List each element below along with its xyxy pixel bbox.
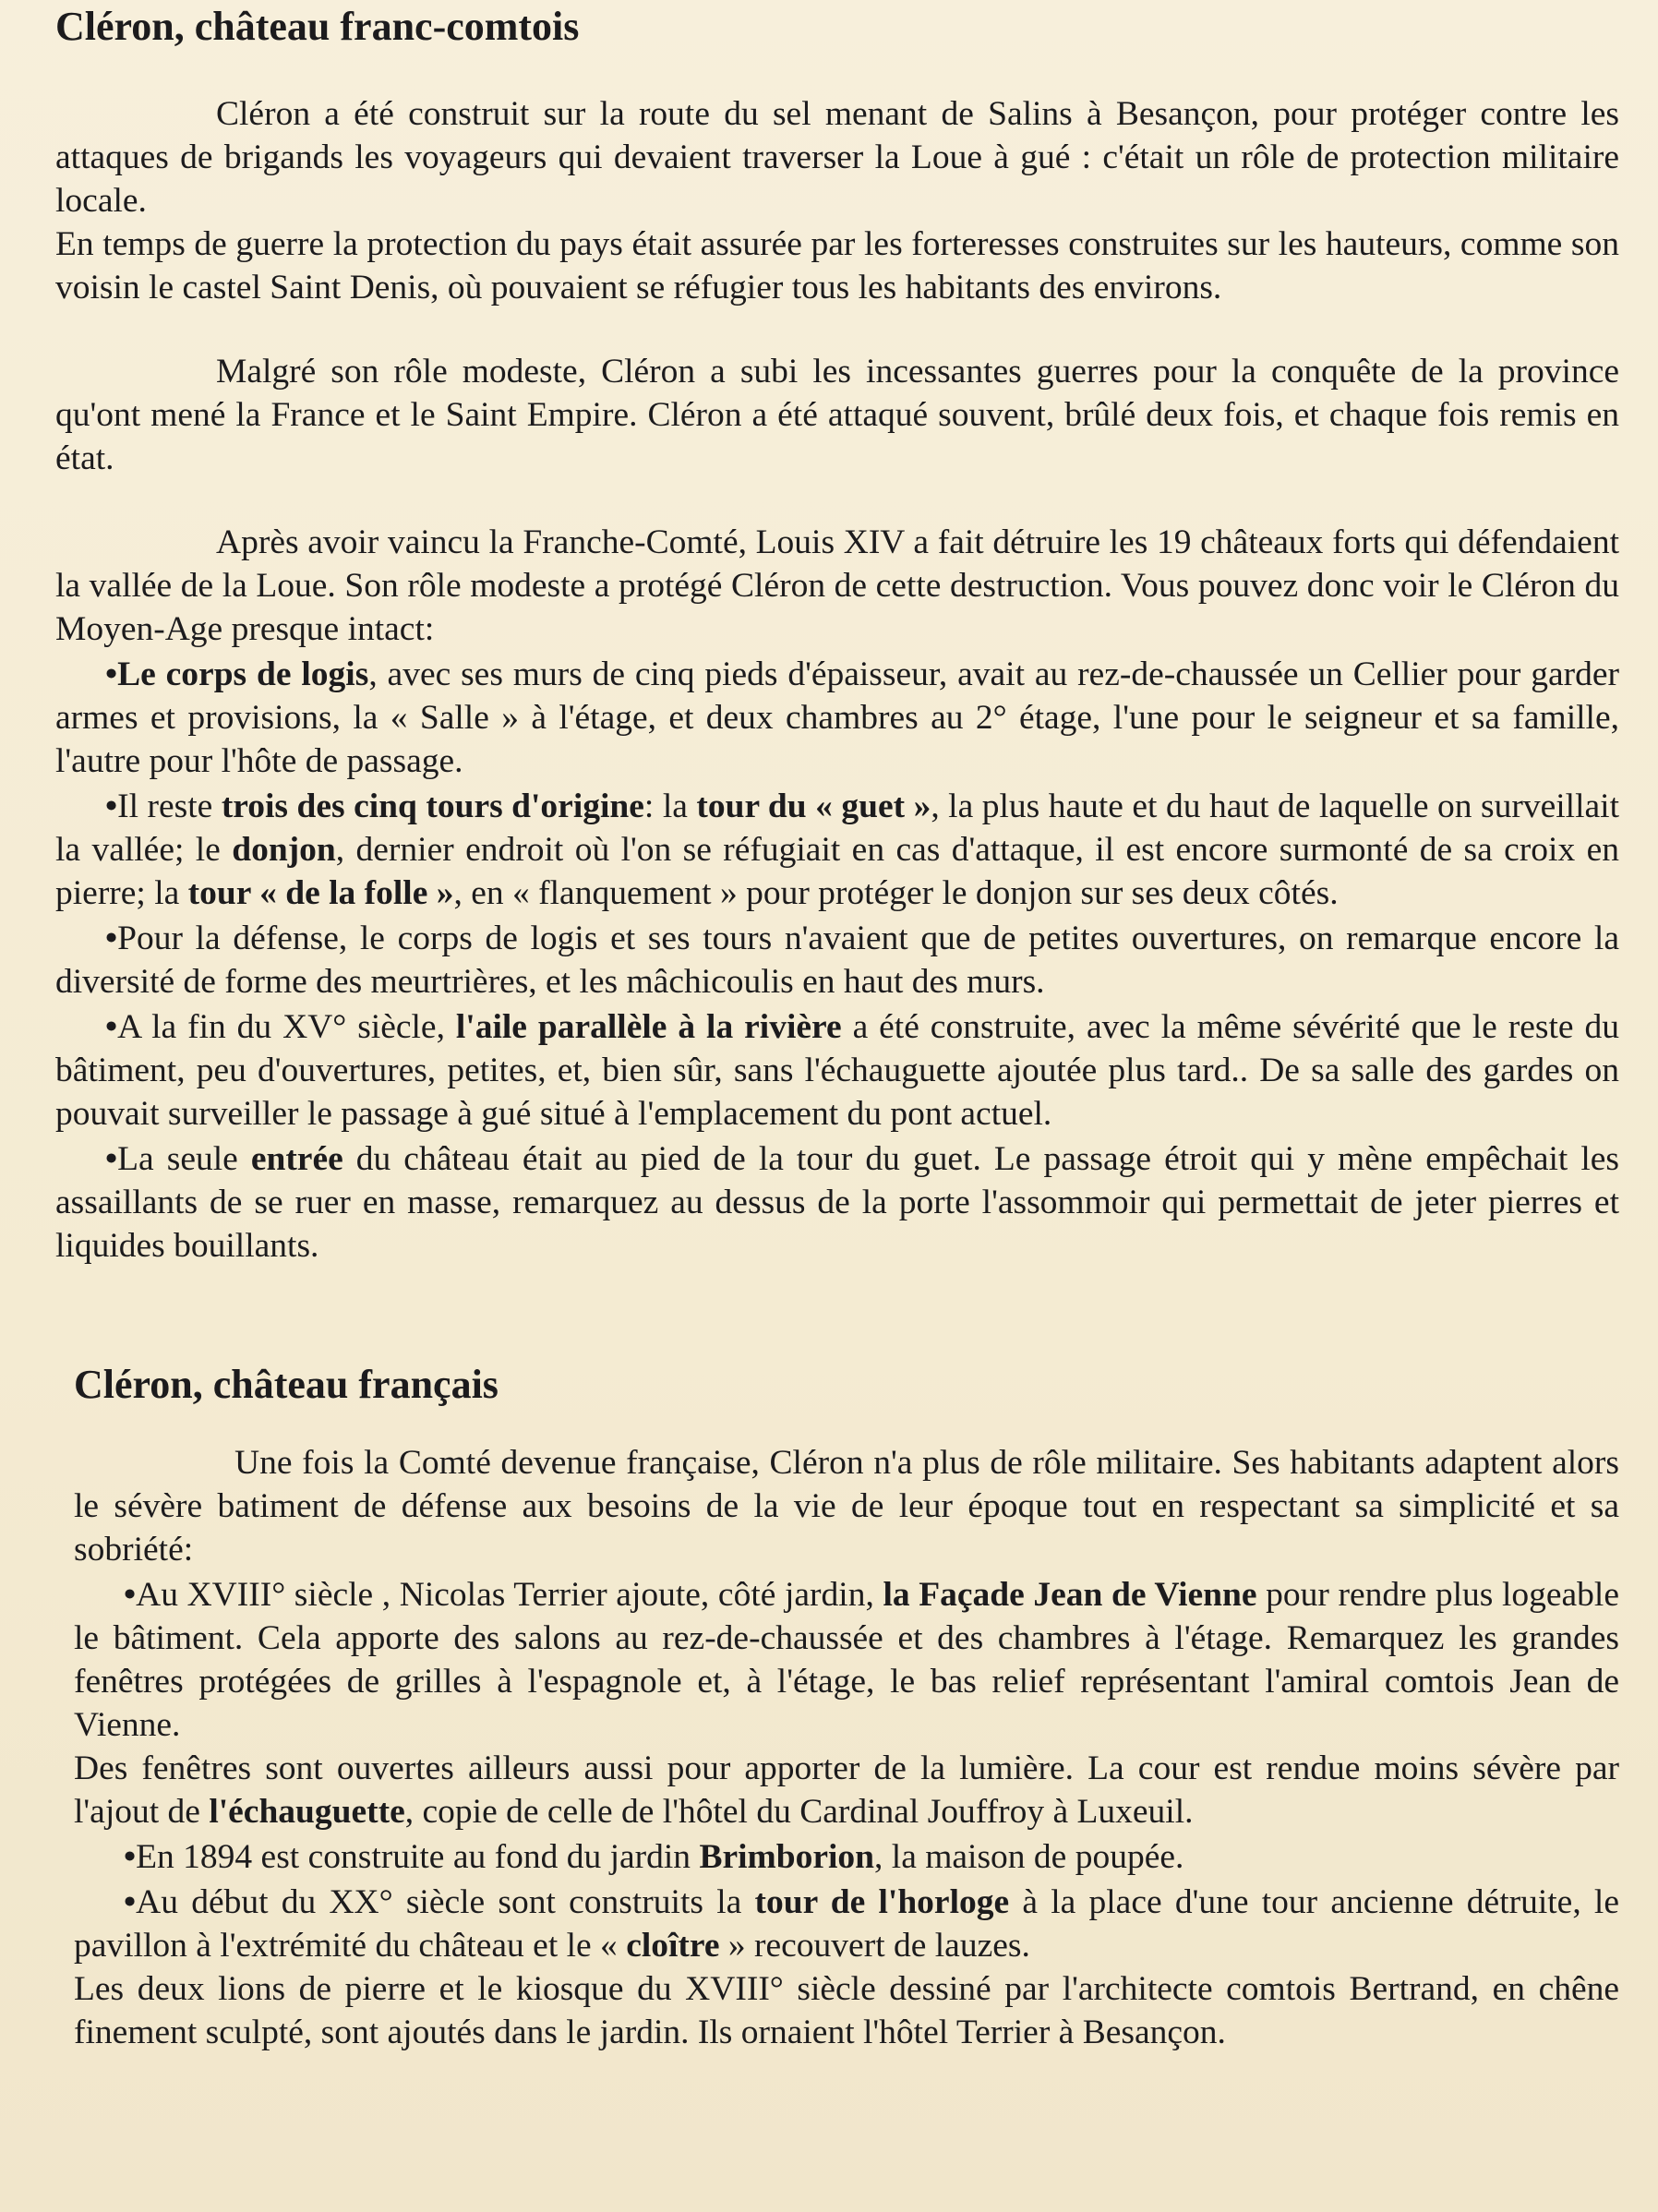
paragraph: Cléron a été construit sur la route du sel menant de Salins à Besançon, pour protéger contre les attaques de brigands les voyageurs qui devaient traverser la Loue à gué : c'était un rôle de protection militaire locale. <box>55 95 1619 220</box>
bullet-text: En 1894 est construite au fond du jardin <box>136 1838 700 1876</box>
section-francais <box>55 1358 1619 2054</box>
bullet-text: Il reste <box>117 787 222 825</box>
bullet-text: » recouvert de lauzes. <box>719 1927 1030 1965</box>
bold-term: Le corps de logis <box>117 655 369 693</box>
paragraph: Après avoir vaincu la Franche-Comté, Louis XIV a fait détruire les 19 châteaux forts qui défendaient la vallée de la Loue. Son rôle modeste a protégé Cléron de cette destruction. Vous pouvez donc voir le Cléron du Moyen-Age presque intact: <box>55 523 1619 648</box>
bold-term: entrée <box>250 1140 343 1178</box>
bold-term: cloître <box>626 1927 720 1965</box>
bullet-text: , la maison de poupée. <box>874 1838 1184 1876</box>
bold-term: tour de l'horloge <box>754 1883 1010 1921</box>
bold-term: tour du « guet » <box>696 787 931 825</box>
bullet-text: à la place d'une tour ancienne détruite, le pavillon à l'extrémité du château et le « <box>74 1883 1619 1965</box>
bullet-text: La seule <box>117 1140 251 1178</box>
bullet-item <box>55 1005 1619 1136</box>
bullet-item <box>55 653 1619 783</box>
bullet-text: pour rendre plus logeable le bâtiment. Cela apporte des salons au rez-de-chaussée et des chambres à l'étage. Remarquez les grandes fenêtres protégées de grilles à l'espagnole et, à l'étage, le bas relief représentant l'amiral comtois Jean de Vienne. <box>74 1576 1619 1744</box>
paragraph-text: , copie de celle de l'hôtel du Cardinal Jouffroy à Luxeuil. <box>404 1793 1194 1831</box>
bold-term: l'aile parallèle à la rivière <box>455 1008 842 1046</box>
bullet-text: du château était au pied de la tour du guet. Le passage étroit qui y mène empêchait les assaillants de se ruer en masse, remarquez au dessus de la porte l'assommoir qui permettait de jeter pierres et liquides bouillants. <box>55 1140 1619 1265</box>
section-title: Cléron, château français <box>74 1362 499 1407</box>
paragraph: En temps de guerre la protection du pays était assurée par les forteresses construites sur les hauteurs, comme son voisin le castel Saint Denis, où pouvaient se réfugier tous les habitants des environs. <box>55 225 1619 307</box>
paragraph: Les deux lions de pierre et le kiosque du XVIII° siècle dessiné par l'architecte comtois Bertrand, en chêne finement sculpté, sont ajoutés dans le jardin. Ils ornaient l'hôtel Terrier à Besançon. <box>74 1970 1619 2051</box>
paragraph-text: Des fenêtres sont ouvertes ailleurs aussi pour apporter de la lumière. La cour est rendue moins sévère par l'ajout de <box>74 1749 1619 1831</box>
bullet-text: : la <box>643 787 697 825</box>
bullet-text: , avec ses murs de cinq pieds d'épaisseur, avait au rez-de-chaussée un Cellier pour garder armes et provisions, la « Salle » à l'étage, et deux chambres au 2° étage, l'une pour le seigneur et sa famille, l'autre pour l'hôte de passage. <box>55 655 1620 780</box>
bullet-text: Au début du XX° siècle sont construits la <box>136 1883 755 1921</box>
bold-term: donjon <box>232 831 336 869</box>
section-title: Cléron, château franc-comtois <box>55 4 580 49</box>
bullet-text: , en « flanquement » pour protéger le donjon sur ses deux côtés. <box>453 874 1339 912</box>
bullet-text: Au XVIII° siècle , Nicolas Terrier ajoute, côté jardin, <box>136 1576 883 1614</box>
bullet-item <box>55 785 1619 915</box>
bullet-item <box>55 1137 1619 1268</box>
bullet-text: , la plus haute et du haut de laquelle on surveillait la vallée; le <box>55 787 1619 869</box>
bold-term: l'échauguette <box>209 1793 405 1831</box>
bullet-item <box>74 1881 1619 1967</box>
paragraph: Une fois la Comté devenue française, Cléron n'a plus de rôle militaire. Ses habitants adaptent alors le sévère batiment de défense aux besoins de la vie de leur époque tout en respectant sa simplicité et sa sobriété: <box>74 1444 1619 1569</box>
bullet-text: A la fin du XV° siècle, <box>117 1008 456 1046</box>
bullet-item <box>74 1573 1619 1747</box>
bold-term: trois des cinq tours d'origine <box>221 787 644 825</box>
bullet-text: a été construite, avec la même sévérité que le reste du bâtiment, peu d'ouvertures, petites, et, bien sûr, sans l'échauguette ajoutée plus tard.. De sa salle des gardes on pouvait surveiller le passage à gué situé à l'emplacement du pont actuel. <box>55 1008 1619 1133</box>
bold-term: la Façade Jean de Vienne <box>883 1576 1257 1614</box>
bullet-item: • Pour la défense, le corps de logis et ses tours n'avaient que de petites ouvertures, on remarque encore la diversité de forme des meurtrières, et les mâchicoulis en haut des murs. <box>55 917 1619 1004</box>
paragraph <box>74 1747 1619 1833</box>
bold-term: tour « de la folle » <box>187 874 454 912</box>
bold-term: Brimborion <box>699 1838 875 1876</box>
bullet-text: , dernier endroit où l'on se réfugiait en cas d'attaque, il est encore surmonté de sa croix en pierre; la <box>55 831 1619 912</box>
paragraph: Malgré son rôle modeste, Cléron a subi les incessantes guerres pour la conquête de la province qu'ont mené la France et le Saint Empire. Cléron a été attaqué souvent, brûlé deux fois, et chaque fois remis en état. <box>55 353 1619 477</box>
bullet-item <box>74 1835 1619 1879</box>
section-franc-comtois <box>55 0 1619 1268</box>
